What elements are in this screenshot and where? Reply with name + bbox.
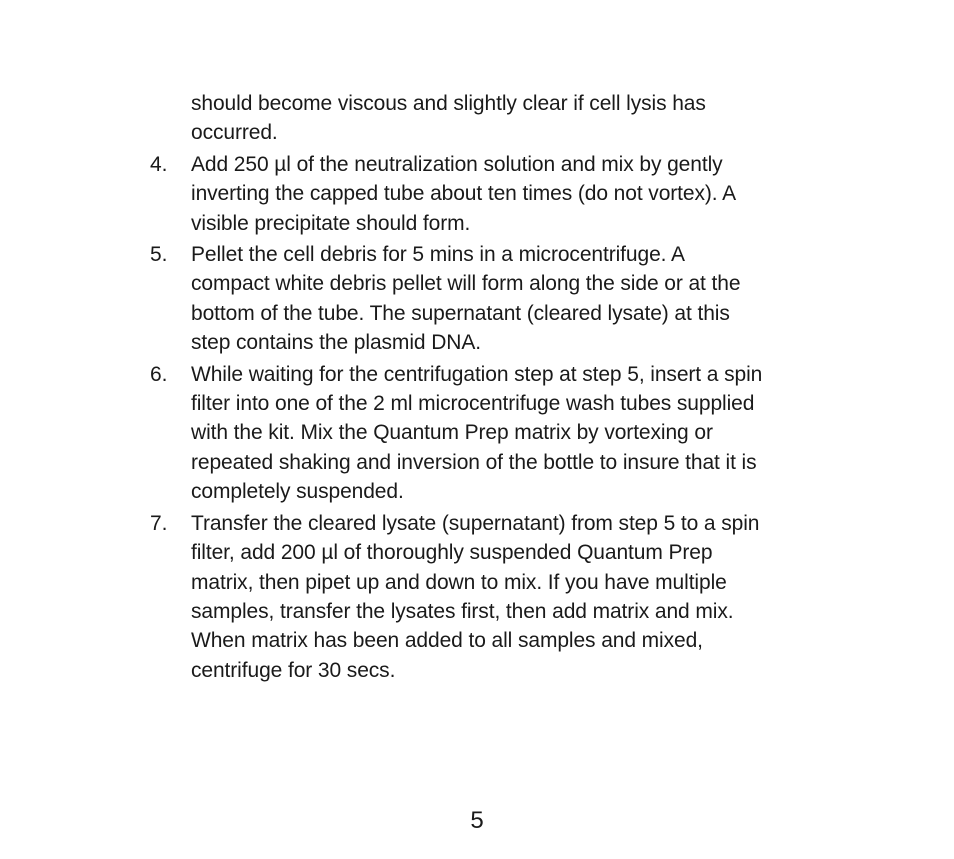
text-line: centrifuge for 30 secs. [191,658,396,682]
step-number: 6. [150,362,168,386]
text-line: compact white debris pellet will form along the side or at the [191,272,741,296]
text-line: samples, transfer the lysates first, then add matrix and mix. [191,599,734,623]
text-line: Add 250 µl of the neutralization solution and mix by gently [191,152,723,176]
text-line: filter into one of the 2 ml microcentrifuge wash tubes supplied [191,392,755,416]
text-line: While waiting for the centrifugation step at step 5, insert a spin [191,362,763,386]
text-line: bottom of the tube. The supernatant (cleared lysate) at this [191,301,730,325]
text-line: When matrix has been added to all samples and mixed, [191,629,703,653]
text-line: with the kit. Mix the Quantum Prep matrix by vortexing or [191,421,713,445]
text-line: Pellet the cell debris for 5 mins in a microcentrifuge. A [191,243,685,267]
text-line: matrix, then pipet up and down to mix. If you have multiple [191,570,727,594]
text-line: filter, add 200 µl of thoroughly suspended Quantum Prep [191,541,713,565]
step-text [191,360,830,507]
step-text [191,509,830,685]
step-7 [150,509,830,685]
step-number: 5. [150,243,168,267]
step-text [191,240,830,358]
step-number: 7. [150,511,168,535]
step-5 [150,240,830,358]
page-number: 5 [470,807,484,834]
text-line: visible precipitate should form. [191,211,471,235]
text-line: completely suspended. [191,480,404,504]
step-4 [150,150,830,238]
step-6 [150,360,830,507]
text-line: step contains the plasmid DNA. [191,331,481,355]
text-line: should become viscous and slightly clear if cell lysis has [191,92,706,115]
step-3-continuation [191,89,830,148]
protocol-content [150,89,830,687]
text-line: inverting the capped tube about ten times (do not vortex). A [191,182,737,206]
text-line: repeated shaking and inversion of the bottle to insure that it is [191,450,757,474]
protocol-steps [150,150,830,685]
text-line: Transfer the cleared lysate (supernatant) from step 5 to a spin [191,511,760,535]
step-number: 4. [150,152,168,176]
step-text [191,150,830,238]
text-line: occurred. [191,121,278,145]
